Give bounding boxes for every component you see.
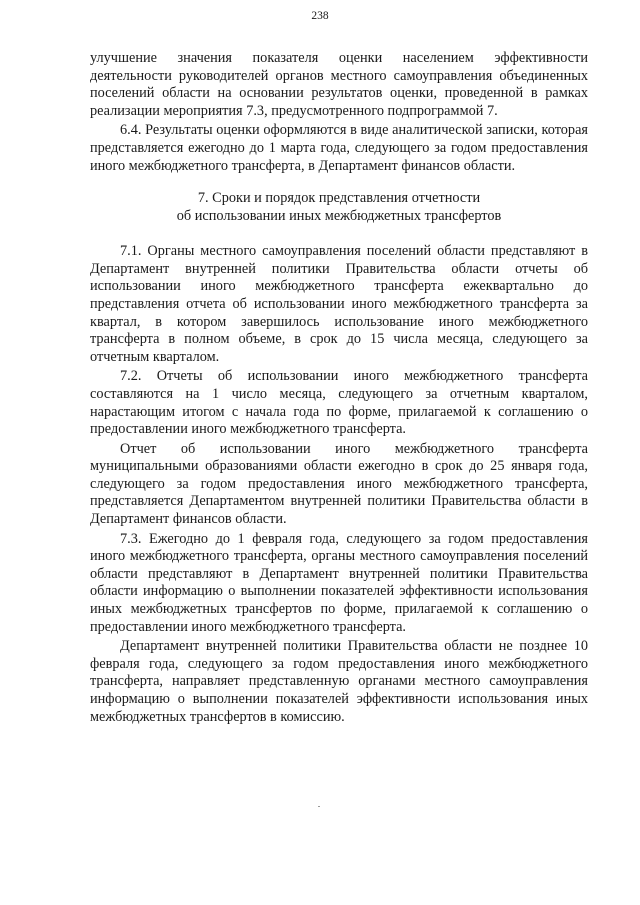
scan-speck [318, 806, 320, 807]
paragraph-6-4: 6.4. Результаты оценки оформляются в виде аналитической записки, которая представляется ежегодно до 1 марта года, следующего за годом предоставления иного межбюджетного трансферта, в Департамент финансов области. [90, 122, 588, 174]
section-heading-line-1: 7. Сроки и порядок представления отчетности [197, 190, 481, 207]
paragraph-7-1: 7.1. Органы местного самоуправления поселений области представляют в Департамент внутренней политики Правительства области отчеты об использовании иного межбюджетного трансферта ежеквартально до представления отчета об использовании иного межбюджетного трансферта за квартал, в котором завершилось использование иного межбюджетного трансферта в полном объеме, в срок до 15 числа месяца, следующего за отчетным кварталом. [90, 243, 588, 365]
document-body [90, 50, 588, 726]
paragraph-continuation: улучшение значения показателя оценки населением эффективности деятельности руководителей органов местного самоуправления объединенных поселений области на основании результатов оценки, проведенной в рамках реализации мероприятия 7.3, предусмотренного подпрограммой 7. [90, 50, 588, 119]
paragraph-department-commission: Департамент внутренней политики Правительства области не позднее 10 февраля года, следующего за годом предоставления иного межбюджетного трансферта, направляет представленную органами местного самоуправления информацию о выполнении показателей эффективности использования иных межбюджетных трансфертов в комиссию. [90, 638, 588, 725]
paragraph-7-2: 7.2. Отчеты об использовании иного межбюджетного трансферта составляются на 1 число месяца, следующего за отчетным кварталом, нарастающим итогом с начала года по форме, прилагаемой к соглашению о предоставлении иного межбюджетного трансферта. [90, 368, 588, 438]
paragraph-7-3: 7.3. Ежегодно до 1 февраля года, следующего за годом предоставления иного межбюджетного трансферта, органы местного самоуправления поселений области представляют в Департамент внутренней политики Правительства области информацию о выполнении показателей эффективности использования иных межбюджетных трансфертов по форме, прилагаемой к соглашению о предоставлении иного межбюджетного трансферта. [90, 530, 588, 635]
page-number: 238 [311, 10, 329, 22]
paragraph-report-annual: Отчет об использовании иного межбюджетного трансферта муниципальными образованиями области ежегодно в срок до 25 января года, следующего за годом предоставления иного межбюджетного трансферта, представляется Департаментом внутренней политики Правительства области в Департамент финансов области. [90, 440, 588, 528]
section-heading [90, 189, 588, 225]
section-heading-line-2: об использовании иных межбюджетных трансфертов [176, 208, 502, 225]
